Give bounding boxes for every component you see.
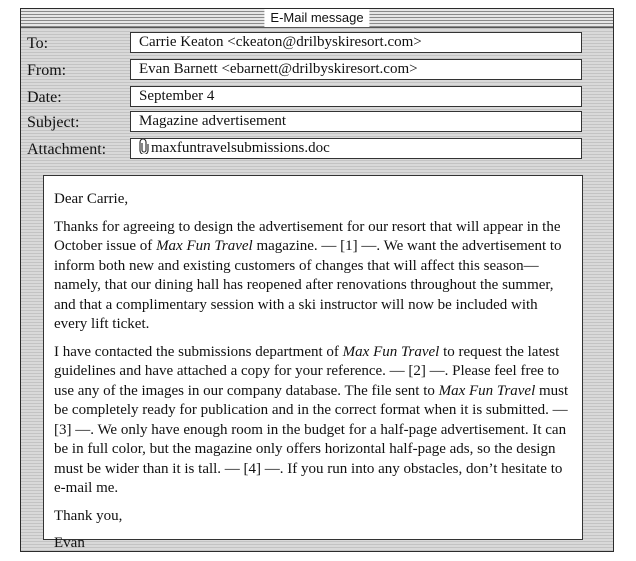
attachment-filename[interactable]: maxfuntravelsubmissions.doc bbox=[151, 140, 330, 156]
attachment-field[interactable] bbox=[130, 138, 582, 159]
email-window bbox=[20, 8, 614, 552]
attachment-row bbox=[21, 138, 613, 162]
magazine-name: Max Fun Travel bbox=[342, 343, 440, 360]
paperclip-icon bbox=[139, 139, 149, 159]
subject-row bbox=[21, 111, 613, 135]
paragraph-2: I have contacted the submissions department of Max Fun Travel to request the latest guidelines and have attached a copy for your reference. — [2] —. Please feel free to use any of the images in our company database. The file sent to Max Fun Travel must be completely ready for publication and in the correct format when it is submitted. — [3] —. We only have enough room in the budget for a half-page advertisement. It can be in full color, but the magazine only offers horizontal half-page ads, so the design must be wider than it is tall. — [4] —. If you run into any obstacles, don’t hesitate to e-mail me. bbox=[54, 343, 569, 496]
attachment-label: Attachment: bbox=[27, 141, 107, 158]
paragraph-1: Thanks for agreeing to design the advertisement for our resort that will appear in the October issue of Max Fun Travel magazine. — [1] —. We want the advertisement to inform both new and existing customers of changes that will affect this season—namely, that our dining hall has reopened after renovations throughout the summer, and that a complimentary session with a ski instructor will now be included with every lift ticket. bbox=[54, 218, 562, 332]
title-bar bbox=[21, 9, 613, 28]
to-label: To: bbox=[27, 35, 49, 52]
closing: Thank you, bbox=[54, 507, 123, 524]
subject-field[interactable]: Magazine advertisement bbox=[130, 111, 582, 132]
to-field[interactable]: Carrie Keaton <ckeaton@drilbyskiresort.com> bbox=[130, 32, 582, 53]
message-body[interactable] bbox=[43, 175, 583, 551]
magazine-name: Max Fun Travel bbox=[438, 382, 536, 399]
from-label: From: bbox=[27, 62, 67, 79]
date-field[interactable]: September 4 bbox=[130, 86, 582, 107]
from-field[interactable]: Evan Barnett <ebarnett@drilbyskiresort.com> bbox=[130, 59, 582, 80]
from-row bbox=[21, 59, 613, 83]
greeting: Dear Carrie, bbox=[54, 191, 129, 207]
signature: Evan bbox=[54, 535, 85, 551]
date-label: Date: bbox=[27, 89, 62, 106]
window-title: E-Mail message bbox=[264, 9, 369, 27]
subject-label: Subject: bbox=[27, 114, 80, 131]
date-row bbox=[21, 86, 613, 110]
magazine-name: Max Fun Travel bbox=[156, 238, 253, 254]
to-row bbox=[21, 32, 613, 56]
